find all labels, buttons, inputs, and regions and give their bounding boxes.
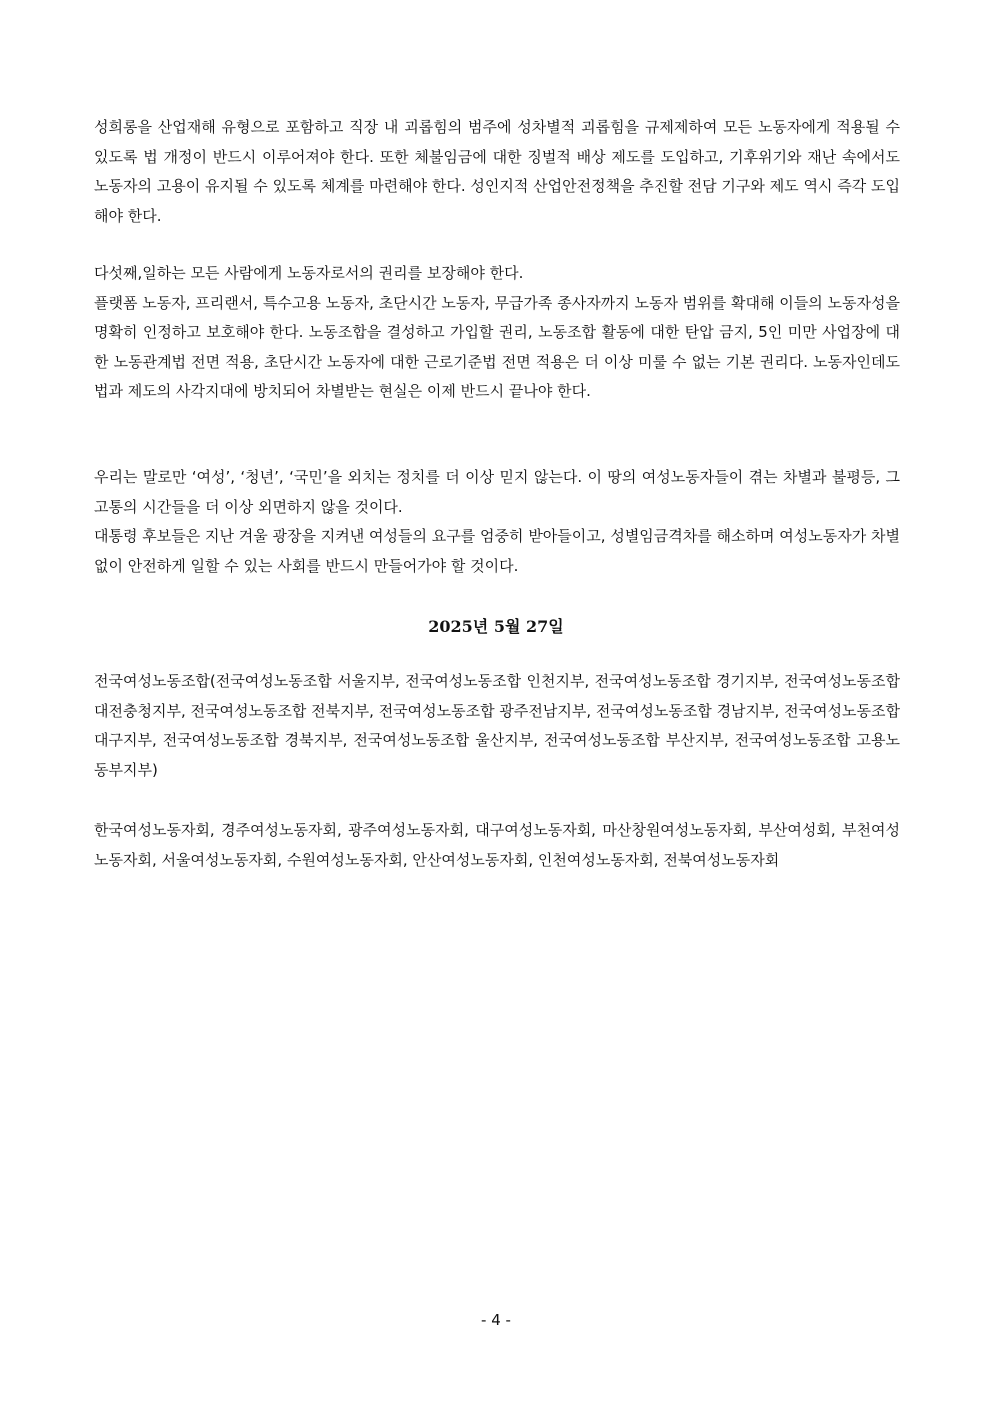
section-fifth-demand [94, 259, 900, 407]
signatory-text: 전국여성노동조합(전국여성노동조합 서울지부, 전국여성노동조합 인천지부, 전국여성노동조합 경기지부, 전국여성노동조합 대전충청지부, 전국여성노동조합 전북지부, 전국여성노동조합 광주전남지부, 전국여성노동조합 경남지부, 전국여성노동조합 대구지부, 전국여성노동조합 경북지부, 전국여성노동조합 울산지부, 전국여성노동조합 부산지부, 전국여성노동조합 고용노동부지부) [94, 672, 900, 779]
closing-statement [94, 463, 900, 581]
paragraph-text: 대통령 후보들은 지난 겨울 광장을 지켜낸 여성들의 요구를 엄중히 받아들이고, 성별임금격차를 해소하며 여성노동자가 차별 없이 안전하게 일할 수 있는 사회를 반드시 만들어가야 할 것이다. [94, 527, 900, 575]
paragraph-legal-reform [94, 113, 900, 231]
document-date: 2025년 5월 27일 [428, 617, 564, 636]
signatory-associations [94, 816, 900, 875]
page-number: - 4 - [481, 1311, 511, 1329]
paragraph-text: 우리는 말로만 ‘여성’, ‘청년’, ‘국민’을 외치는 정치를 더 이상 믿지 않는다. 이 땅의 여성노동자들이 겪는 차별과 불평등, 그 고통의 시간들을 더 이상 외면하지 않을 것이다. [94, 468, 900, 516]
paragraph-text: 플랫폼 노동자, 프리랜서, 특수고용 노동자, 초단시간 노동자, 무급가족 종사자까지 노동자 범위를 확대해 이들의 노동자성을 명확히 인정하고 보호해야 한다. 노동조합을 결성하고 가입할 권리, 노동조합 활동에 대한 탄압 금지, 5인 미만 사업장에 대한 노동관계법 전면 적용, 초단시간 노동자에 대한 근로기준법 전면 적용은 더 이상 미룰 수 없는 기본 권리다. 노동자인데도 법과 제도의 사각지대에 방치되어 차별받는 현실은 이제 반드시 끝나야 한다. [94, 293, 900, 400]
signatory-union [94, 667, 900, 785]
signatory-text: 한국여성노동자회, 경주여성노동자회, 광주여성노동자회, 대구여성노동자회, 마산창원여성노동자회, 부산여성회, 부천여성노동자회, 서울여성노동자회, 수원여성노동자회, 안산여성노동자회, 인천여성노동자회, 전북여성노동자회 [94, 821, 900, 869]
paragraph-text: 성희롱을 산업재해 유형으로 포함하고 직장 내 괴롭힘의 범주에 성차별적 괴롭힘을 규제제하여 모든 노동자에게 적용될 수 있도록 법 개정이 반드시 이루어져야 한다. 또한 체불임금에 대한 징벌적 배상 제도를 도입하고, 기후위기와 재난 속에서도 노동자의 고용이 유지될 수 있도록 체계를 마련해야 한다. 성인지적 산업안전정책을 추진할 전담 기구와 제도 역시 즉각 도입해야 한다. [94, 118, 900, 225]
section-heading: 다섯째,일하는 모든 사람에게 노동자로서의 권리를 보장해야 한다. [94, 264, 524, 282]
